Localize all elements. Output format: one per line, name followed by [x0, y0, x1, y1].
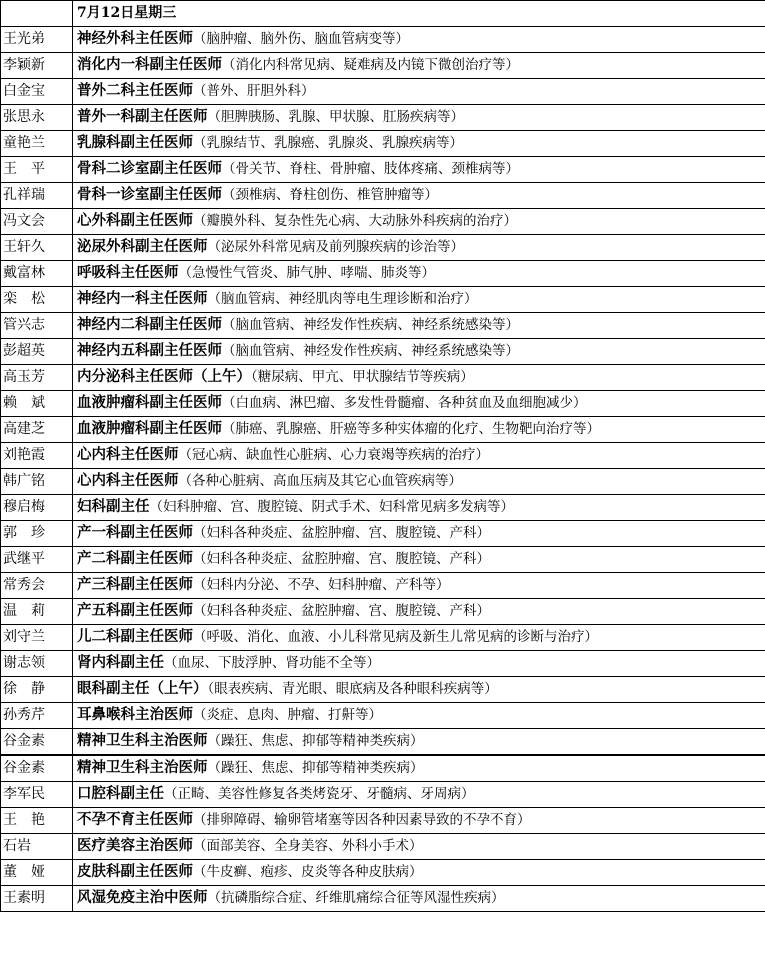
- table-row: [1, 599, 765, 625]
- doctor-title: 心内科主任医师: [77, 473, 179, 489]
- table-row: [1, 391, 765, 417]
- table-row: [1, 860, 765, 886]
- clinic-description: [73, 521, 765, 547]
- table-row: [1, 365, 765, 391]
- doctor-title: 医疗美容主治医师: [77, 838, 193, 854]
- doctor-title: 骨科二诊室副主任医师: [77, 161, 222, 177]
- doctor-title: 心外科副主任医师: [77, 213, 193, 229]
- specialty-detail: （排卵障碍、输卵管堵塞等因各种因素导致的不孕不育）: [193, 812, 531, 828]
- clinic-description: [73, 886, 765, 912]
- table-row: [1, 782, 765, 808]
- header-row: [1, 1, 765, 27]
- doctor-name: 冯文会: [1, 209, 73, 235]
- doctor-title: 产一科副主任医师: [77, 525, 193, 541]
- header-name-cell: [1, 1, 73, 27]
- clinic-description: [73, 860, 765, 886]
- specialty-detail: （急慢性气管炎、肺气肿、哮喘、肺炎等）: [178, 265, 435, 281]
- table-row: [1, 651, 765, 677]
- doctor-name: 常秀会: [1, 573, 73, 599]
- clinic-description: [73, 808, 765, 834]
- doctor-title: 皮肤科副主任医师: [77, 864, 193, 880]
- doctor-title: 神经外科主任医师: [77, 31, 193, 47]
- clinic-description: [73, 27, 765, 53]
- table-row: [1, 625, 765, 651]
- table-row: [1, 235, 765, 261]
- specialty-detail: （妇科内分泌、不孕、妇科肿瘤、产科等）: [193, 577, 450, 593]
- doctor-title: 心内科主任医师: [77, 447, 179, 463]
- specialty-detail: （泌尿外科常见病及前列腺疾病的诊治等）: [207, 239, 464, 255]
- doctor-name: 彭超英: [1, 339, 73, 365]
- specialty-detail: （消化内科常见病、疑难病及内镜下微创治疗等）: [222, 57, 519, 73]
- specialty-detail: （糖尿病、甲亢、甲状腺结节等疾病）: [251, 369, 474, 385]
- doctor-title: 精神卫生科主治医师: [77, 760, 208, 776]
- specialty-detail: （胆脾胰肠、乳腺、甲状腺、肛肠疾病等）: [207, 109, 464, 125]
- clinic-description: [73, 287, 765, 313]
- doctor-name: 郭 珍: [1, 521, 73, 547]
- doctor-name: 刘艳霞: [1, 443, 73, 469]
- doctor-name: 李颖新: [1, 53, 73, 79]
- doctor-title: 呼吸科主任医师: [77, 265, 179, 281]
- doctor-title: 耳鼻喉科主治医师: [77, 707, 193, 723]
- doctor-title: 血液肿瘤科副主任医师: [77, 395, 222, 411]
- doctor-name: 谢志领: [1, 651, 73, 677]
- doctor-name: 王轩久: [1, 235, 73, 261]
- specialty-detail: （肺癌、乳腺癌、肝癌等多种实体瘤的化疗、生物靶向治疗等）: [222, 421, 600, 437]
- clinic-description: [73, 443, 765, 469]
- clinic-description: [73, 79, 765, 105]
- doctor-name: 韩广铭: [1, 469, 73, 495]
- specialty-detail: （脑肿瘤、脑外伤、脑血管病变等）: [193, 31, 409, 47]
- doctor-title: 泌尿外科副主任医师: [77, 239, 208, 255]
- clinic-description: [73, 105, 765, 131]
- doctor-name: 穆启梅: [1, 495, 73, 521]
- specialty-detail: （脑血管病、神经发作性疾病、神经系统感染等）: [222, 343, 519, 359]
- doctor-name: 孙秀芹: [1, 703, 73, 729]
- table-row: [1, 261, 765, 287]
- doctor-name: 徐 静: [1, 677, 73, 703]
- clinic-description: [73, 469, 765, 495]
- specialty-detail: （瓣膜外科、复杂性先心病、大动脉外科疾病的治疗）: [193, 213, 517, 229]
- clinic-description: [73, 495, 765, 521]
- clinic-description: [73, 365, 765, 391]
- table-row: [1, 209, 765, 235]
- doctor-name: 栾 松: [1, 287, 73, 313]
- clinic-description: [73, 651, 765, 677]
- date-header: 7月12日星期三: [73, 1, 765, 27]
- clinic-description: [73, 729, 765, 756]
- table-row: [1, 547, 765, 573]
- specialty-detail: （妇科各种炎症、盆腔肿瘤、宫、腹腔镜、产科）: [193, 525, 490, 541]
- specialty-detail: （牛皮癣、疱疹、皮炎等各种皮肤病）: [193, 864, 423, 880]
- specialty-detail: （面部美容、全身美容、外科小手术）: [193, 838, 423, 854]
- clinic-description: [73, 834, 765, 860]
- specialty-detail: （妇科肿瘤、宫、腹腔镜、阴式手术、妇科常见病多发病等）: [149, 499, 514, 515]
- clinic-description: [73, 573, 765, 599]
- doctor-name: 高玉芳: [1, 365, 73, 391]
- table-row: [1, 157, 765, 183]
- doctor-title: 内分泌科主任医师（上午）: [77, 369, 251, 385]
- doctor-title: 精神卫生科主治医师: [77, 733, 208, 749]
- table-row: [1, 27, 765, 53]
- specialty-detail: （白血病、淋巴瘤、多发性骨髓瘤、各种贫血及血细胞减少）: [222, 395, 587, 411]
- table-row: [1, 339, 765, 365]
- doctor-name: 童艳兰: [1, 131, 73, 157]
- clinic-description: [73, 417, 765, 443]
- table-row: [1, 703, 765, 729]
- doctor-name: 温 莉: [1, 599, 73, 625]
- doctor-title: 神经内五科副主任医师: [77, 343, 222, 359]
- doctor-title: 普外一科副主任医师: [77, 109, 208, 125]
- doctor-name: 谷金素: [1, 755, 73, 782]
- clinic-description: [73, 677, 765, 703]
- doctor-name: 戴富林: [1, 261, 73, 287]
- table-row: [1, 313, 765, 339]
- specialty-detail: （脑血管病、神经发作性疾病、神经系统感染等）: [222, 317, 519, 333]
- doctor-name: 张思永: [1, 105, 73, 131]
- table-row: [1, 521, 765, 547]
- specialty-detail: （乳腺结节、乳腺癌、乳腺炎、乳腺疾病等）: [193, 135, 463, 151]
- table-row: [1, 573, 765, 599]
- doctor-title: 肾内科副主任: [77, 655, 164, 671]
- table-row: [1, 469, 765, 495]
- clinic-description: [73, 131, 765, 157]
- table-row: [1, 677, 765, 703]
- table-row: [1, 287, 765, 313]
- doctor-title: 产五科副主任医师: [77, 603, 193, 619]
- clinic-description: [73, 703, 765, 729]
- table-row: [1, 755, 765, 782]
- clinic-description: [73, 782, 765, 808]
- table-row: [1, 834, 765, 860]
- doctor-title: 妇科副主任: [77, 499, 150, 515]
- doctor-name: 管兴志: [1, 313, 73, 339]
- doctor-title: 口腔科副主任: [77, 786, 164, 802]
- table-row: [1, 495, 765, 521]
- clinic-description: [73, 339, 765, 365]
- doctor-title: 风湿免疫主治中医师: [77, 890, 208, 906]
- table-row: [1, 183, 765, 209]
- doctor-name: 石岩: [1, 834, 73, 860]
- doctor-title: 消化内一科副主任医师: [77, 57, 222, 73]
- doctor-name: 白金宝: [1, 79, 73, 105]
- specialty-detail: （妇科各种炎症、盆腔肿瘤、宫、腹腔镜、产科）: [193, 603, 490, 619]
- specialty-detail: （躁狂、焦虑、抑郁等精神类疾病）: [207, 733, 424, 749]
- table-row: [1, 729, 765, 756]
- specialty-detail: （普外、肝胆外科）: [193, 83, 315, 99]
- specialty-detail: （骨关节、脊柱、骨肿瘤、肢体疼痛、颈椎病等）: [222, 161, 519, 177]
- clinic-description: [73, 625, 765, 651]
- specialty-detail: （躁狂、焦虑、抑郁等精神类疾病）: [207, 760, 424, 776]
- table-row: [1, 131, 765, 157]
- doctor-title: 神经内二科副主任医师: [77, 317, 222, 333]
- clinic-description: [73, 235, 765, 261]
- doctor-name: 武继平: [1, 547, 73, 573]
- specialty-detail: （脑血管病、神经肌肉等电生理诊断和治疗）: [207, 291, 478, 307]
- clinic-description: [73, 209, 765, 235]
- doctor-name: 谷金素: [1, 729, 73, 756]
- specialty-detail: （血尿、下肢浮肿、肾功能不全等）: [164, 655, 380, 671]
- clinic-description: [73, 53, 765, 79]
- table-row: [1, 808, 765, 834]
- table-row: [1, 53, 765, 79]
- table-row: [1, 443, 765, 469]
- specialty-detail: （妇科各种炎症、盆腔肿瘤、宫、腹腔镜、产科）: [193, 551, 490, 567]
- doctor-name: 王 艳: [1, 808, 73, 834]
- clinic-description: [73, 599, 765, 625]
- doctor-name: 李军民: [1, 782, 73, 808]
- doctor-title: 血液肿瘤科副主任医师: [77, 421, 222, 437]
- clinic-description: [73, 157, 765, 183]
- specialty-detail: （各种心脏病、高血压病及其它心血管疾病等）: [178, 473, 462, 489]
- doctor-title: 产二科副主任医师: [77, 551, 193, 567]
- clinic-description: [73, 261, 765, 287]
- specialty-detail: （炎症、息肉、肿瘤、打鼾等）: [193, 707, 382, 723]
- clinic-description: [73, 547, 765, 573]
- doctor-title: 骨科一诊室副主任医师: [77, 187, 222, 203]
- specialty-detail: （颈椎病、脊柱创伤、椎管肿瘤等）: [222, 187, 438, 203]
- table-row: [1, 105, 765, 131]
- specialty-detail: （眼表疾病、青光眼、眼底病及各种眼科疾病等）: [207, 681, 498, 697]
- doctor-name: 高建芝: [1, 417, 73, 443]
- doctor-name: 王素明: [1, 886, 73, 912]
- clinic-description: [73, 755, 765, 782]
- doctor-name: 董 娅: [1, 860, 73, 886]
- table-row: [1, 79, 765, 105]
- specialty-detail: （正畸、美容性修复各类烤瓷牙、牙髓病、牙周病）: [164, 786, 475, 802]
- specialty-detail: （冠心病、缺血性心脏病、心力衰竭等疾病的治疗）: [178, 447, 489, 463]
- clinic-description: [73, 313, 765, 339]
- table-row: [1, 886, 765, 912]
- doctor-title: 乳腺科副主任医师: [77, 135, 193, 151]
- doctor-title: 神经内一科主任医师: [77, 291, 208, 307]
- doctor-title: 儿二科副主任医师: [77, 629, 193, 645]
- doctor-title: 不孕不育主任医师: [77, 812, 193, 828]
- specialty-detail: （抗磷脂综合症、纤维肌痛综合征等风湿性疾病）: [207, 890, 505, 906]
- doctor-name: 孔祥瑞: [1, 183, 73, 209]
- table-row: [1, 417, 765, 443]
- doctor-title: 眼科副主任（上午）: [77, 681, 208, 697]
- clinic-description: [73, 391, 765, 417]
- clinic-description: [73, 183, 765, 209]
- doctor-name: 王光弟: [1, 27, 73, 53]
- doctor-title: 普外二科主任医师: [77, 83, 193, 99]
- doctor-title: 产三科副主任医师: [77, 577, 193, 593]
- specialty-detail: （呼吸、消化、血液、小儿科常见病及新生儿常见病的诊断与治疗）: [193, 629, 598, 645]
- doctor-name: 刘守兰: [1, 625, 73, 651]
- doctor-name: 王 平: [1, 157, 73, 183]
- doctor-name: 赖 斌: [1, 391, 73, 417]
